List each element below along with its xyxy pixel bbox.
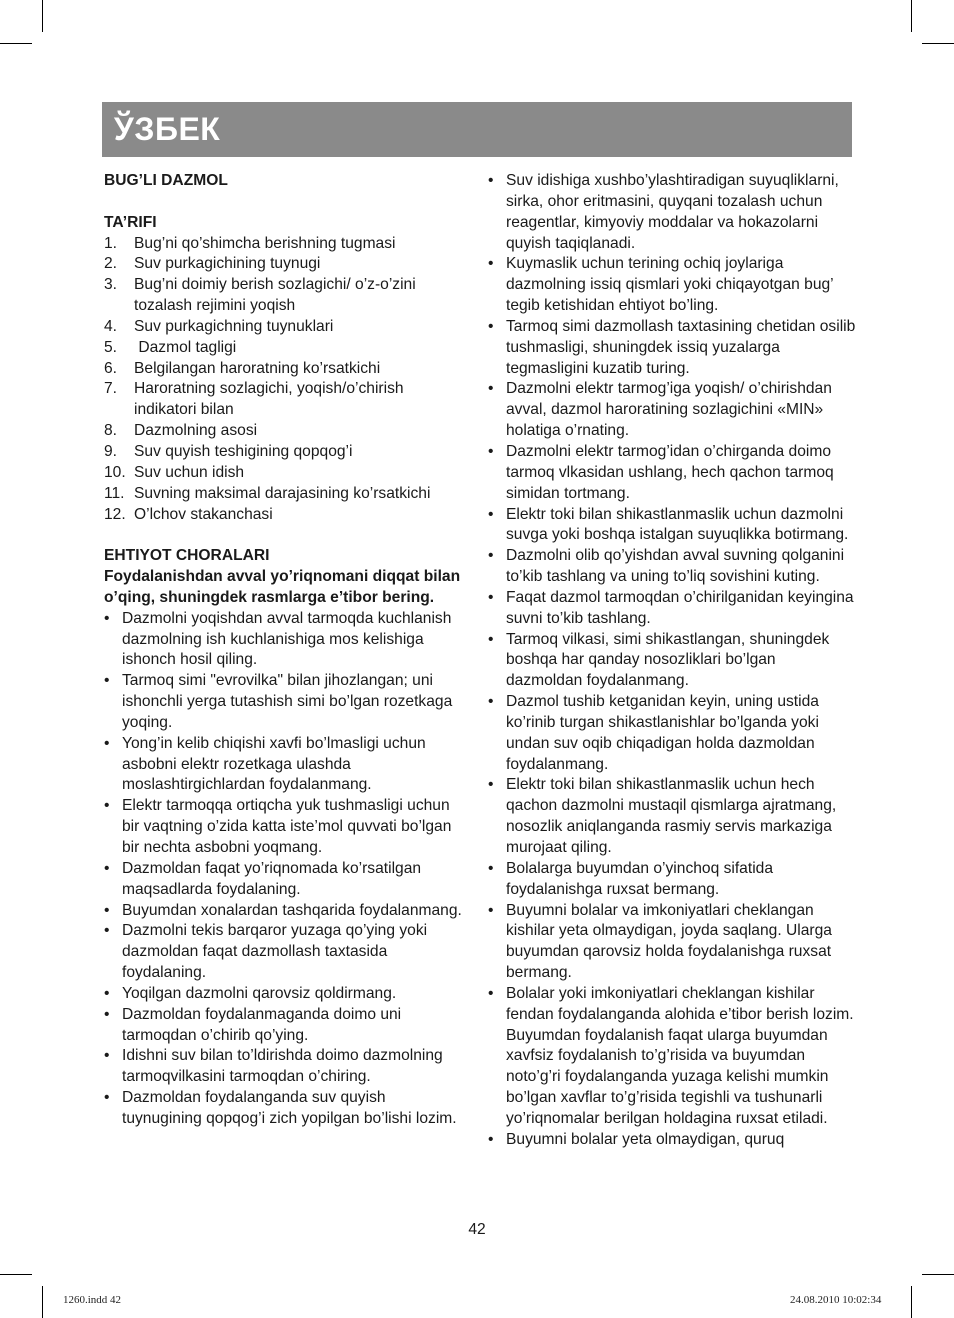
- safety-item: [104, 734, 469, 797]
- part-number: 10.: [104, 463, 126, 481]
- bullet-icon: •: [488, 693, 494, 711]
- language-title: ЎЗБЕК: [114, 111, 221, 147]
- safety-text: Tarmoq simi "evrovilka" bilan jihozlangan; uni ishonchli yerga tutashish simi bo’lgan rozetkaga yoqing.: [122, 672, 453, 731]
- spacer: [104, 192, 469, 213]
- safety-item: [104, 1088, 469, 1130]
- part-item: [104, 359, 469, 380]
- part-number: 3.: [104, 276, 118, 294]
- safety-item: [104, 609, 469, 672]
- safety-text: Yoqilgan dazmolni qarovsiz qoldirmang.: [122, 984, 397, 1002]
- part-text: Dazmol tagligi: [134, 338, 237, 356]
- safety-item: [488, 546, 856, 588]
- crop-mark: [0, 43, 32, 44]
- safety-text: Dazmoldan foydalanmaganda doimo uni tarmoqdan o’chirib qo’ying.: [122, 1005, 402, 1044]
- part-text: Bug’ni doimiy berish sozlagichi/ o’z-o’zini tozalash rejimini yoqish: [134, 276, 421, 315]
- safety-item: [488, 379, 856, 442]
- safety-text: Dazmolni tekis barqaror yuzaga qo’ying yoki dazmoldan faqat dazmollash taxtasida foydalaning.: [122, 922, 428, 982]
- bullet-icon: •: [488, 1130, 494, 1148]
- safety-item: [488, 692, 856, 775]
- safety-item: [488, 254, 856, 317]
- bullet-icon: •: [104, 1047, 110, 1065]
- print-timestamp: 24.08.2010 10:02:34: [790, 1294, 882, 1306]
- safety-text: Bolalar yoki imkoniyatlari cheklangan kishilar fendan foydalanganda alohida e’tibor berish lozim. Buyumdan foydalanish faqat ularga buyumdan xavfsiz foydalanish to’g’risida va buyumdan noto’g’ri foydalanganda yuzaga kelishi mumkin bo’lgan xavflar to’g’risida tegishli va tushunarli yo’riqnomalar berilgan holdagina ruxsat etiladi.: [506, 984, 854, 1127]
- part-item: [104, 338, 469, 359]
- part-number: 2.: [104, 255, 118, 273]
- safety-item: [488, 317, 856, 380]
- left-column: [104, 171, 469, 1130]
- bullet-icon: •: [488, 776, 494, 794]
- safety-text: Dazmoldan faqat yo’riqnomada ko’rsatilgan maqsadlarda foydalaning.: [122, 859, 422, 898]
- safety-heading: EHTIYOT CHORALARI: [104, 547, 270, 565]
- crop-mark: [42, 1286, 43, 1318]
- safety-text: Elektr toki bilan shikastlanmaslik uchun dazmolni suvga yoki boshqa istalgan suyuqlikka botirmang.: [506, 505, 849, 544]
- safety-item: [488, 984, 856, 1130]
- part-text: Suvning maksimal darajasining ko’rsatkichi: [134, 484, 431, 502]
- part-text: Suv uchun idish: [134, 463, 245, 481]
- safety-item: [104, 984, 469, 1005]
- safety-item: [488, 630, 856, 693]
- bullet-icon: •: [104, 922, 110, 940]
- part-text: Bug’ni qo’shimcha berishning tugmasi: [134, 234, 396, 252]
- safety-item: [104, 1046, 469, 1088]
- part-number: 5.: [104, 338, 118, 356]
- bullet-icon: •: [104, 859, 110, 877]
- bullet-icon: •: [104, 672, 110, 690]
- safety-text: Faqat dazmol tarmoqdan o’chirilganidan keyingina suvni to’kib tashlang.: [506, 588, 854, 627]
- parts-list: [104, 234, 469, 526]
- part-number: 7.: [104, 380, 118, 398]
- safety-item: [488, 588, 856, 630]
- safety-text: Elektr tarmoqqa ortiqcha yuk tushmasligi uchun bir vaqtning o’zida katta iste’mol quvvati bo’lgan bir nechta asbobni yoqmang.: [122, 797, 452, 856]
- safety-item: [104, 901, 469, 922]
- bullet-icon: •: [488, 859, 494, 877]
- part-text: Suv purkagichning tuynuklari: [134, 317, 334, 335]
- crop-mark: [922, 1274, 954, 1275]
- safety-item: [104, 859, 469, 901]
- spacer: [104, 525, 469, 546]
- safety-text: Buyumni bolalar yeta olmaydigan, quruq: [506, 1130, 785, 1148]
- bullet-icon: •: [104, 901, 110, 919]
- safety-text: Suv idishiga xushbo’ylashtiradigan suyuqliklarni, sirka, ohor eritmasini, quyqani tozalash uchun reagentlar, kimyoviy moddalar va hokazolarni quyish taqiqlanadi.: [506, 172, 839, 252]
- part-number: 12.: [104, 505, 126, 523]
- file-info: 1260.indd 42: [63, 1294, 122, 1306]
- safety-item: [488, 171, 856, 254]
- part-item: [104, 505, 469, 526]
- page-number: 42: [468, 1221, 486, 1238]
- crop-mark: [911, 1286, 912, 1318]
- bullet-icon: •: [488, 901, 494, 919]
- product-title: BUG’LI DAZMOL: [104, 172, 228, 189]
- bullet-icon: •: [488, 255, 494, 273]
- safety-list-continued: [488, 171, 856, 1151]
- bullet-icon: •: [488, 588, 494, 606]
- part-text: Suv purkagichining tuynugi: [134, 255, 321, 273]
- crop-mark: [911, 0, 912, 32]
- part-number: 11.: [104, 484, 125, 502]
- safety-text: Kuymaslik uchun terining ochiq joylariga dazmolning issiq qismlari yoki chiqayotgan bug’ tegib ketishidan ehtiyot bo’ling.: [506, 255, 834, 315]
- safety-text: Tarmoq simi dazmollash taxtasining chetidan osilib tushmasligi, shuningdek issiq yuzalarga tegmasligini kuzatib turing.: [506, 317, 856, 377]
- right-column: [488, 171, 856, 1151]
- safety-text: Dazmolni elektr tarmog’idan o’chirganda doimo tarmoq vlkasidan ushlang, hech qachon tarmoq simidan tortmang.: [506, 442, 834, 502]
- part-number: 9.: [104, 442, 118, 460]
- part-item: [104, 317, 469, 338]
- part-number: 1.: [104, 234, 118, 252]
- bullet-icon: •: [488, 505, 494, 523]
- part-item: [104, 275, 469, 317]
- crop-mark: [0, 1274, 32, 1275]
- safety-item: [488, 442, 856, 505]
- safety-text: Dazmolni yoqishdan avval tarmoqda kuchlanish dazmolning ish kuchlanishiga mos kelishiga ishonch hosil qiling.: [122, 609, 452, 669]
- part-item: [104, 442, 469, 463]
- bullet-icon: •: [488, 380, 494, 398]
- part-number: 6.: [104, 359, 118, 377]
- bullet-icon: •: [488, 172, 494, 189]
- bullet-icon: •: [488, 547, 494, 565]
- safety-text: Buyumni bolalar va imkoniyatlari cheklangan kishilar yeta olmaydigan, joyda saqlang. Ularga buyumdan qarovsiz holda foydalanishga ruxsat bermang.: [506, 901, 832, 982]
- part-text: Suv quyish teshigining qopqog’i: [134, 442, 353, 460]
- bullet-icon: •: [104, 734, 110, 752]
- safety-item: [104, 796, 469, 859]
- part-number: 8.: [104, 422, 118, 440]
- safety-text: Dazmol tushib ketganidan keyin, uning ustida ko’rinib turgan shikastlanishlar bo’lganda yoki undan suv oqib chiqadigan holda dazmoldan foydalanmang.: [506, 693, 819, 773]
- safety-text: Tarmoq vilkasi, simi shikastlangan, shuningdek boshqa har qanday nosozliklari bo’lgan dazmoldan foydalanmang.: [506, 630, 830, 690]
- description-heading: TA’RIFI: [104, 213, 157, 231]
- part-item: [104, 379, 469, 421]
- safety-text: Idishni suv bilan to’ldirishda doimo dazmolning tarmoqvilkasini tarmoqdan o’chiring.: [122, 1047, 443, 1086]
- crop-mark: [922, 43, 954, 44]
- safety-text: Dazmolni elektr tarmog’iga yoqish/ o’chirishdan avval, dazmol haroratining sozlagichini «MIN» holatiga o’rnating.: [506, 380, 832, 440]
- part-number: 4.: [104, 317, 118, 335]
- part-text: Dazmolning asosi: [134, 422, 258, 440]
- bullet-icon: •: [488, 442, 494, 460]
- safety-text: Yong’in kelib chiqishi xavfi bo’lmasligi uchun asbobni elektr rozetkaga ulashda moslashtirgichlardan foydalanmang.: [122, 734, 426, 794]
- part-item: [104, 234, 469, 255]
- bullet-icon: •: [104, 1089, 110, 1107]
- safety-item: [104, 1005, 469, 1047]
- safety-item: [488, 901, 856, 984]
- bullet-icon: •: [488, 984, 494, 1002]
- safety-item: [488, 1130, 856, 1151]
- safety-text: Dazmolni olib qo’yishdan avval suvning qolganini to’kib tashlang va uning to’liq sovishini kuting.: [506, 547, 845, 586]
- crop-mark: [42, 0, 43, 32]
- bullet-icon: •: [104, 984, 110, 1002]
- bullet-icon: •: [104, 797, 110, 815]
- safety-item: [488, 859, 856, 901]
- bullet-icon: •: [488, 317, 494, 335]
- safety-item: [104, 671, 469, 734]
- part-text: O’lchov stakanchasi: [134, 505, 273, 523]
- part-text: Haroratning sozlagichi, yoqish/o’chirish indikatori bilan: [134, 380, 408, 419]
- part-item: [104, 254, 469, 275]
- part-item: [104, 421, 469, 442]
- safety-text: Buyumdan xonalardan tashqarida foydalanmang.: [122, 901, 462, 919]
- safety-text: Bolalarga buyumdan o’yinchoq sifatida foydalanishga ruxsat bermang.: [506, 859, 773, 898]
- safety-text: Elektr toki bilan shikastlanmaslik uchun hech qachon dazmolni mustaqil qismlarga ajratmang, nosozlik aniqlanganda rasmiy servis markaziga murojaat qiling.: [506, 776, 837, 856]
- part-item: [104, 484, 469, 505]
- part-item: [104, 463, 469, 484]
- safety-list: [104, 609, 469, 1130]
- safety-item: [488, 505, 856, 547]
- safety-item: [104, 921, 469, 984]
- language-banner: [102, 102, 852, 157]
- safety-intro: Foydalanishdan avval yo’riqnomani diqqat bilan o’qing, shuningdek rasmlarga e’tibor bering.: [104, 568, 461, 606]
- bullet-icon: •: [104, 609, 110, 627]
- bullet-icon: •: [488, 630, 494, 648]
- safety-text: Dazmoldan foydalanganda suv quyish tuynugining qopqog’i zich yopilgan bo’lishi lozim.: [122, 1089, 457, 1127]
- safety-item: [488, 775, 856, 858]
- bullet-icon: •: [104, 1005, 110, 1023]
- part-text: Belgilangan haroratning ko’rsatkichi: [134, 359, 381, 377]
